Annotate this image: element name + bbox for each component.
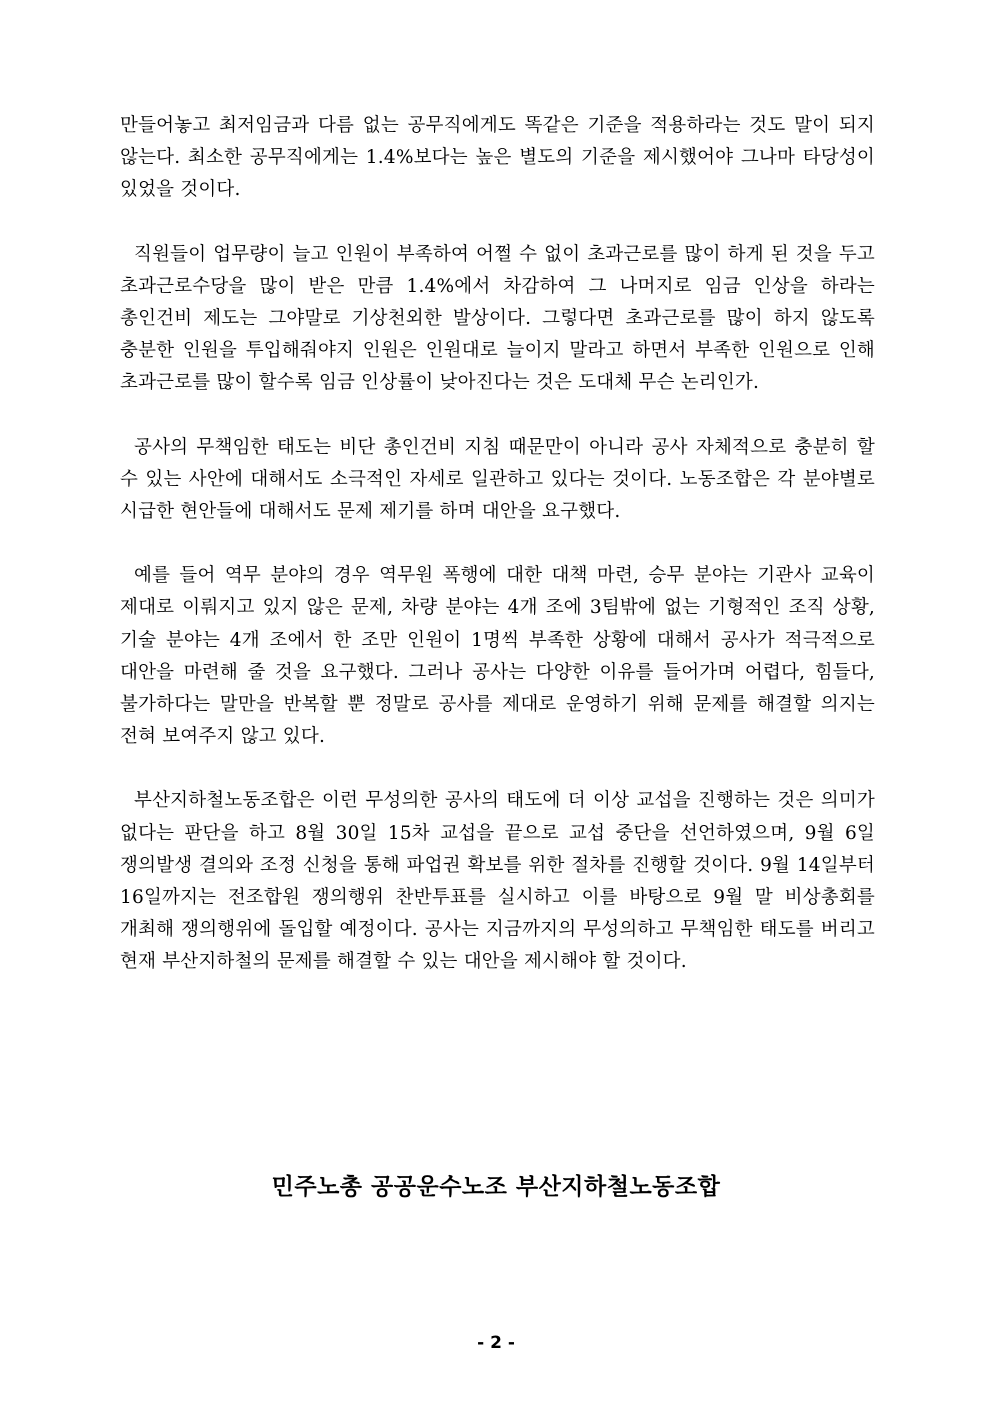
union-signature: 민주노총 공공운수노조 부산지하철노동조합 (271, 1174, 721, 1200)
paragraph-5: 부산지하철노동조합은 이런 무성의한 공사의 태도에 더 이상 교섭을 진행하는 것은 의미가 없다는 판단을 하고 8월 30일 15차 교섭을 끝으로 교섭 중단을 선언하였으며, 9월 6일 쟁의발생 결의와 조정 신청을 통해 파업권 확보를 위한 절차를 진행할 것이다. 9월 14일부터 16일까지는 전조합원 쟁의행위 찬반투표를 실시하고 이를 바탕으로 9월 말 비상총회를 개최해 쟁의행위에 돌입할 예정이다. 공사는 지금까지의 무성의하고 무책임한 태도를 버리고 현재 부산지하철의 문제를 해결할 수 있는 대안을 제시해야 할 것이다. (120, 790, 875, 973)
paragraph-3: 공사의 무책임한 태도는 비단 총인건비 지침 때문만이 아니라 공사 자체적으로 충분히 할 수 있는 사안에 대해서도 소극적인 자세로 일관하고 있다는 것이다. 노동조합은 각 분야별로 시급한 현안들에 대해서도 문제 제기를 하며 대안을 요구했다. (120, 436, 875, 523)
page-number: - 2 - (477, 1333, 515, 1353)
body-text (120, 110, 875, 1011)
paragraph-2: 직원들이 업무량이 늘고 인원이 부족하여 어쩔 수 없이 초과근로를 많이 하게 된 것을 두고 초과근로수당을 많이 받은 만큼 1.4%에서 차감하여 그 나머지로 임금 인상을 하라는 총인건비 제도는 그야말로 기상천외한 발상이다. 그렇다면 초과근로를 많이 하지 않도록 충분한 인원을 투입해줘야지 인원은 인원대로 늘이지 말라고 하면서 부족한 인원으로 인해 초과근로를 많이 할수록 임금 인상률이 낮아진다는 것은 도대체 무슨 논리인가. (120, 243, 875, 394)
paragraph-4: 예를 들어 역무 분야의 경우 역무원 폭행에 대한 대책 마련, 승무 분야는 기관사 교육이 제대로 이뤄지고 있지 않은 문제, 차량 분야는 4개 조에 3팀밖에 없는 기형적인 조직 상황, 기술 분야는 4개 조에서 한 조만 인원이 1명씩 부족한 상황에 대해서 공사가 적극적으로 대안을 마련해 줄 것을 요구했다. 그러나 공사는 다양한 이유를 들어가며 어렵다, 힘들다, 불가하다는 말만을 반복할 뿐 정말로 공사를 제대로 운영하기 위해 문제를 해결할 의지는 전혀 보여주지 않고 있다. (120, 565, 875, 748)
paragraph-1: 만들어놓고 최저임금과 다름 없는 공무직에게도 똑같은 기준을 적용하라는 것도 말이 되지 않는다. 최소한 공무직에게는 1.4%보다는 높은 별도의 기준을 제시했어야 그나마 타당성이 있었을 것이다. (120, 115, 875, 201)
